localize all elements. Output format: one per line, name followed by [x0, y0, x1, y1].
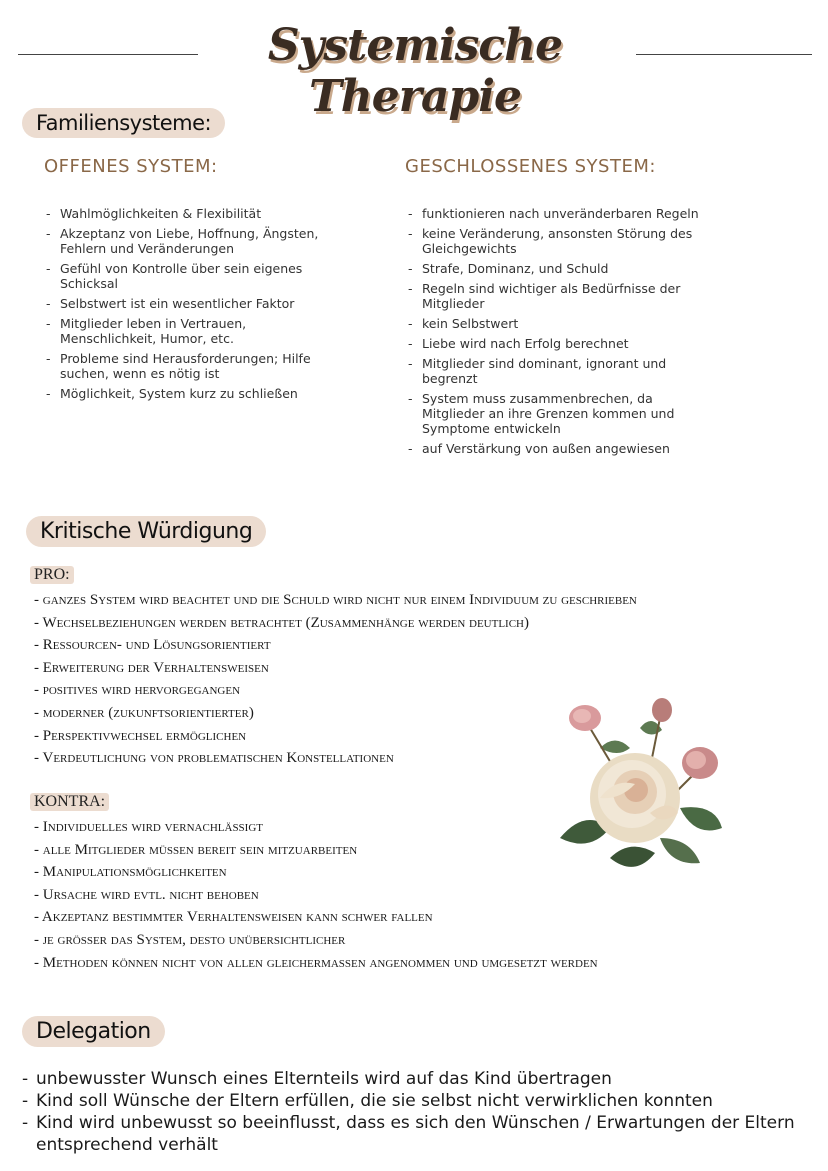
delegation-heading: Delegation [22, 1016, 165, 1047]
title-rule-left [18, 54, 198, 55]
list-item: - je grösser das System, desto unübersichtlicher [34, 931, 346, 948]
list-item: - Akzeptanz bestimmter Verhaltensweisen kann schwer fallen [34, 909, 433, 926]
list-item: - Erweiterung der Verhaltensweisen [34, 659, 269, 676]
list-item: - auf Verstärkung von außen angewiesen [408, 441, 670, 456]
list-item: - ganzes System wird beachtet und die Schuld wird nicht nur einem Individuum zu geschrieben [34, 592, 637, 608]
kritische-wuerdigung-heading: Kritische Würdigung [26, 516, 266, 547]
delegation-list [22, 1068, 802, 1156]
list-item: - Akzeptanz von Liebe, Hoffnung, Ängsten, Fehlern und Veränderungen [46, 226, 319, 256]
list-item: - Methoden können nicht von allen gleichermassen angenommen und umgesetzt werden [34, 954, 598, 971]
list-item: - Perspektivwechsel ermöglichen [34, 727, 247, 744]
list-item: - Regeln sind wichtiger als Bedürfnisse der Mitglieder [408, 281, 681, 311]
offenes-system-list [46, 206, 346, 406]
list-item: - Ursache wird evtl. nicht behoben [34, 886, 259, 903]
familiensysteme-heading: Familiensysteme: [22, 108, 225, 138]
list-item: - Kind soll Wünsche der Eltern erfüllen, die sie selbst nicht verwirklichen konnten [22, 1091, 713, 1111]
list-item: - Strafe, Dominanz, und Schuld [408, 261, 609, 276]
list-item: - Selbstwert ist ein wesentlicher Faktor [46, 296, 295, 311]
list-item: - Wechselbeziehungen werden betrachtet (Zusammenhänge werden deutlich) [34, 614, 529, 631]
kontra-label: KONTRA: [30, 793, 109, 811]
title-area [0, 14, 828, 122]
list-item: - positives wird hervorgegangen [34, 682, 241, 699]
list-item: - Liebe wird nach Erfolg berechnet [408, 336, 629, 351]
list-item: - Wahlmöglichkeiten & Flexibilität [46, 206, 262, 221]
geschlossenes-system-list [408, 206, 708, 461]
list-item: - Verdeutlichung von problematischen Konstellationen [34, 750, 394, 767]
pro-label: PRO: [30, 566, 74, 584]
list-item: - Mitglieder sind dominant, ignorant und begrenzt [408, 356, 667, 386]
list-item: - Ressourcen- und Lösungsorientiert [34, 637, 271, 654]
list-item: - kein Selbstwert [408, 316, 519, 331]
list-item: - funktionieren nach unveränderbaren Regeln [408, 206, 699, 221]
list-item: - Gefühl von Kontrolle über sein eigenes Schicksal [46, 261, 303, 291]
title-rule-right [636, 54, 812, 55]
page-title: Systemische Therapie [267, 20, 563, 122]
list-item: - Möglichkeit, System kurz zu schließen [46, 386, 298, 401]
offenes-system-heading: OFFENES SYSTEM: [44, 156, 218, 177]
list-item: - Kind wird unbewusst so beeinflusst, dass es sich den Wünschen / Erwartungen der Eltern entsprechend verhält [22, 1113, 795, 1155]
list-item: - unbewusster Wunsch eines Elternteils wird auf das Kind übertragen [22, 1069, 612, 1089]
geschlossenes-system-heading: GESCHLOSSENES SYSTEM: [405, 156, 656, 177]
kontra-list [34, 816, 598, 974]
list-item: - Individuelles wird vernachlässigt [34, 819, 264, 835]
list-item: - System muss zusammenbrechen, da Mitglieder an ihre Grenzen kommen und Symptome entwickeln [408, 391, 675, 436]
list-item: - Mitglieder leben in Vertrauen, Menschlichkeit, Humor, etc. [46, 316, 247, 346]
list-item: - Manipulationsmöglichkeiten [34, 864, 227, 881]
list-item: - alle Mitglieder müssen bereit sein mitzuarbeiten [34, 841, 358, 858]
list-item: - moderner (zukunftsorientierter) [34, 704, 254, 721]
list-item: - Probleme sind Herausforderungen; Hilfe suchen, wenn es nötig ist [46, 351, 311, 381]
rose-illustration-icon [540, 688, 730, 883]
list-item: - keine Veränderung, ansonsten Störung des Gleichgewichts [408, 226, 693, 256]
